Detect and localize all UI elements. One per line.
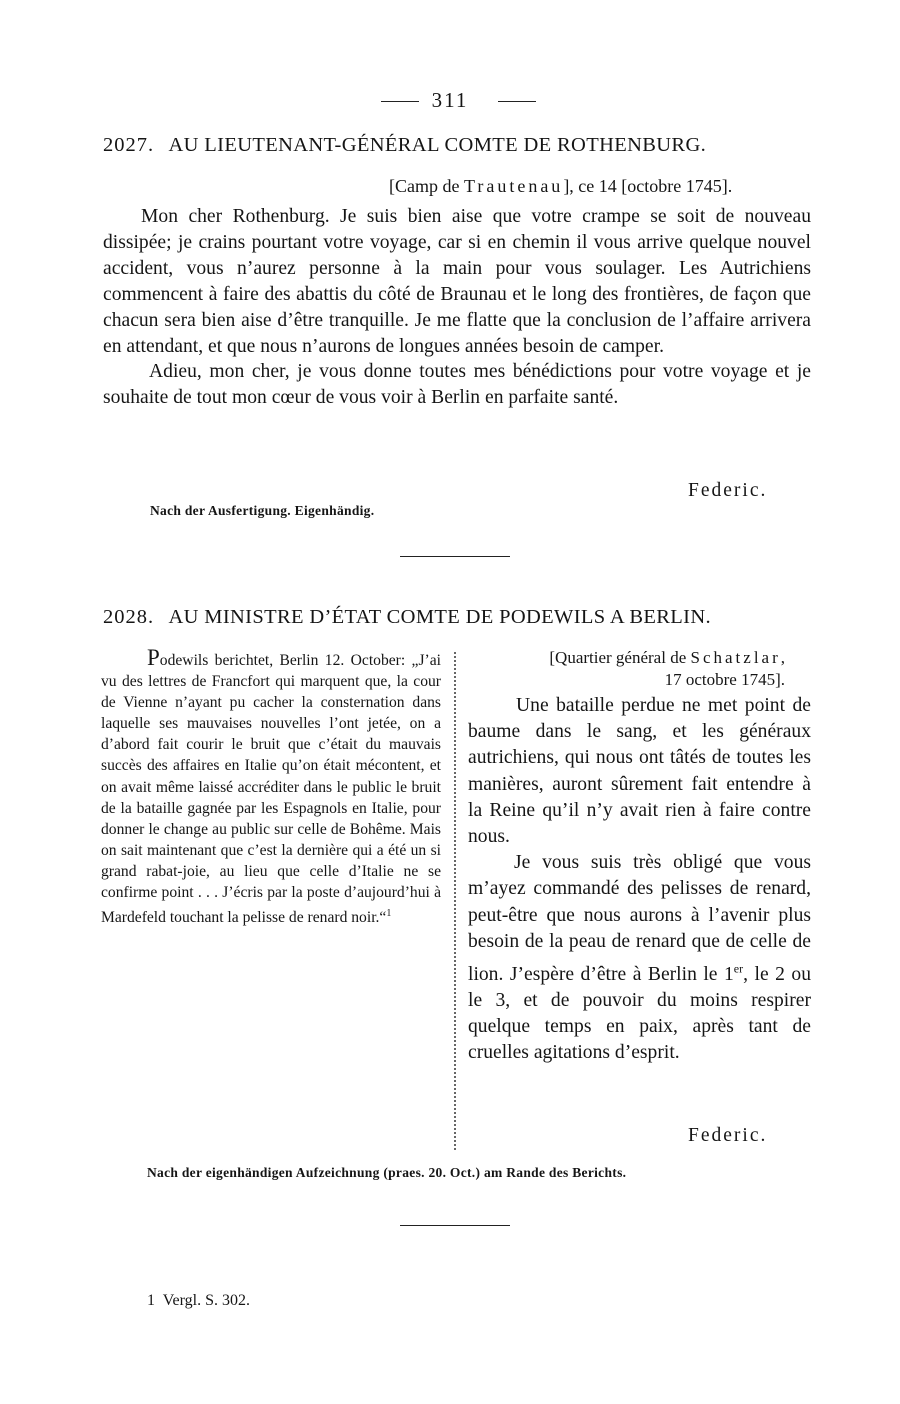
section-separator [400,1225,510,1226]
section-separator [400,556,510,557]
letter-2027-source: Nach der Ausfertigung. Eigenhändig. [150,503,375,518]
page-number-rule-right [498,101,536,102]
page-number: 311 [431,88,469,112]
body-paragraph: Mon cher Rothenburg. Je suis bien aise que votre crampe se soit de nouveau dissipée; je crains pourtant votre voyage, car si en chemin il vous arrive quelque nouvel accident, vous n’aurez personne à la main pour vous soulager. Les Autrichiens commencent à faire des abattis du côté de Braunau et le long des frontières, de façon que chacun sera bien aise d’être tranquille. Je me flatte que la conclusion de l’affaire arrivera en attendant, et que nous n’aurons de longues années besoin de camper. [103,206,811,357]
letter-2028-body [468,693,811,1066]
letter-recipient: AU LIEUTENANT-GÉNÉRAL COMTE DE ROTHENBURG. [168,134,707,156]
footnote-mark: 1 [386,908,392,920]
column-divider [454,652,456,1150]
body-paragraph: Une bataille perdue ne met point de baume dans le sang, et les généraux autrichiens, qui nous ont tâtés de toutes les manières, auront sûrement fait entendre à la Reine qu’il n’y avait rien à faire contre nous. [468,695,811,848]
letter-2027-dateline: [Camp de Trautenau], ce 14 [octobre 1745]. [389,176,733,196]
letter-2028-source: Nach der eigenhändigen Aufzeichnung (praes. 20. Oct.) am Rande des Berichts. [147,1165,627,1180]
letter-recipient: AU MINISTRE D’ÉTAT COMTE DE PODEWILS A BERLIN. [168,606,711,628]
report-text: Podewils berichtet, Berlin 12. October: „J’ai vu des lettres de Francfort qui marquent que, la cour de Vienne n’ayant pu cacher la consternation dans laquelle ses mauvaises nouvelles l’ont jetée, on a d’abord fait courir le bruit que c’était du mauvais succès des affaires en Italie qu’on était mécontent, et on avait même laissé accréditer dans le public le bruit de la bataille gagnée par les Espagnols en Italie, pour donner le change au public sur celle de Bohême. Mais on sait maintenant que c’est la dernière qui a été un si grand rabat-joie, au lieu que celle d’Italie ne se confirme point . . . J’écris par la poste d’aujourd’hui à Mardefeld touchant la pelisse de renard noir.“ [101,645,441,927]
letter-number: 2027. [103,134,155,156]
letter-2028-heading [103,606,811,629]
letter-2028-signature: Federic. [688,1125,768,1146]
letter-2028-dateline: [Quartier général de Schatzlar, 17 octobre 1745]. [468,647,785,691]
letter-2027-signature: Federic. [688,480,768,501]
report-summary [101,645,441,928]
footnote-text: Vergl. S. 302. [162,1292,250,1309]
dateline-date: 17 octobre 1745]. [664,670,785,689]
footnote [147,1292,250,1310]
body-paragraph: Adieu, mon cher, je vous donne toutes mes bénédictions pour votre voyage et je souhaite de tout mon cœur de vous voir à Berlin en parfaite santé. [103,361,811,409]
body-paragraph [468,850,811,1066]
initial-letter: P [147,645,160,670]
ordinal-suffix: er [733,961,744,976]
body-paragraph-text: Je vous suis très obligé que vous m’ayez commandé des pelisses de renard, peut-être que nous aurons à l’avenir plus besoin de la peau de renard que de celle de lion. J’espère d’être à Berlin le 1er, le 2 ou le 3, et de pouvoir du moins respirer quelque temps en paix, après tant de cruelles agitations d’esprit. [468,852,811,1064]
dateline-place: Trautenau [463,176,564,196]
letter-2027-body [103,204,811,411]
letter-number: 2028. [103,606,155,628]
footnote-mark: 1 [147,1292,155,1309]
letter-2027-heading [103,134,811,157]
dateline-place: Schatzlar [690,648,781,667]
